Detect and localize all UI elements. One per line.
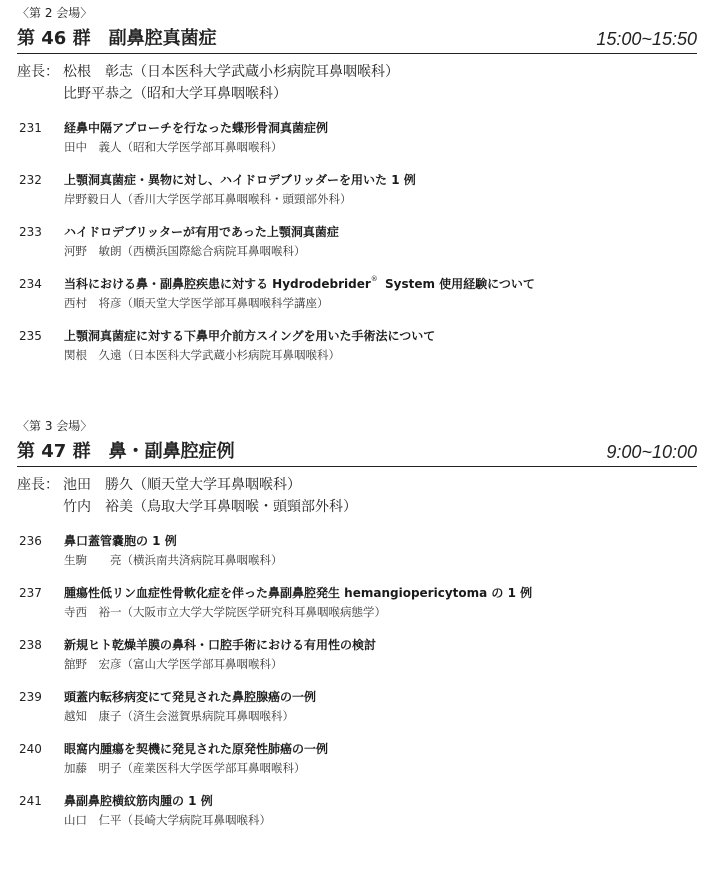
chairs (17, 61, 697, 105)
talk-author: 河野 敏朗（西横浜国際総合病院耳鼻咽喉科） (64, 244, 306, 258)
chair-line (17, 474, 697, 496)
talk-item (17, 688, 697, 740)
talk-number: 240 (19, 742, 42, 756)
talk-author: 越知 康子（済生会滋賀県病院耳鼻咽喉科） (64, 709, 294, 723)
talk-item (17, 636, 697, 688)
talk-author: 岸野毅日人（香川大学医学部耳鼻咽喉科・頭頸部外科） (64, 192, 352, 206)
talk-item (17, 532, 697, 584)
session-header (17, 27, 697, 54)
session-number: 第 46 群 (17, 28, 91, 49)
chair-label: 座長： (17, 477, 59, 493)
chair-line (17, 83, 697, 105)
talk-number: 233 (19, 225, 42, 239)
talk-number: 238 (19, 638, 42, 652)
talk-number: 237 (19, 586, 42, 600)
venue-label: 〈第 3 会場〉 (17, 419, 93, 433)
talk-title: 鼻口蓋管嚢胞の 1 例 (64, 534, 177, 548)
talk-author: 生駒 亮（横浜南共済病院耳鼻咽喉科） (64, 553, 283, 567)
talk-title: 眼窩内腫瘍を契機に発見された原発性肺癌の一例 (64, 742, 329, 756)
talk-item (17, 275, 697, 327)
session-header (17, 440, 697, 467)
talk-author: 加藤 明子（産業医科大学医学部耳鼻咽喉科） (64, 761, 306, 775)
talk-author: 田中 義人（昭和大学医学部耳鼻咽喉科） (64, 140, 283, 154)
session-47 (17, 418, 697, 844)
talk-title: 腫瘍性低リン血症性骨軟化症を伴った鼻副鼻腔発生 hemangiopericytoma の 1 例 (64, 586, 533, 600)
session-name: 鼻・副鼻腔症例 (108, 441, 235, 462)
talk-title: 頭蓋内転移病変にて発見された鼻腔腺癌の一例 (64, 690, 317, 704)
talk-number: 231 (19, 121, 42, 135)
talk-number: 234 (19, 277, 42, 291)
chair-name: 比野平恭之（昭和大学耳鼻咽喉科） (63, 86, 287, 102)
talk-number: 235 (19, 329, 42, 343)
talk-item (17, 740, 697, 792)
talk-title: 新規ヒト乾燥羊膜の鼻科・口腔手術における有用性の検討 (64, 638, 377, 652)
talk-title (64, 275, 535, 293)
session-46 (17, 5, 697, 379)
session-time: 15:00~15:50 (596, 29, 697, 49)
chair-line (17, 61, 697, 83)
chair-name: 池田 勝久（順天堂大学耳鼻咽喉科） (63, 477, 301, 493)
session-time: 9:00~10:00 (606, 442, 697, 462)
talk-title: 鼻副鼻腔横紋筋肉腫の 1 例 (64, 794, 213, 808)
talk-number: 241 (19, 794, 42, 808)
talk-item (17, 119, 697, 171)
session-title (17, 440, 235, 464)
talk-number: 236 (19, 534, 42, 548)
session-name: 副鼻腔真菌症 (108, 28, 217, 49)
talk-item (17, 171, 697, 223)
chair-line (17, 496, 697, 518)
talk-title: ハイドロデブリッターが有用であった上顎洞真菌症 (64, 225, 339, 239)
talk-item (17, 792, 697, 844)
talk-title: 上顎洞真菌症・異物に対し、ハイドロデブリッダーを用いた 1 例 (64, 173, 416, 187)
talk-title: 経鼻中隔アプローチを行なった蝶形骨洞真菌症例 (64, 121, 329, 135)
registered-mark: ® (370, 275, 378, 283)
talk-author: 西村 将彦（順天堂大学医学部耳鼻咽喉科学講座） (64, 296, 329, 310)
talk-item (17, 327, 697, 379)
session-title (17, 27, 217, 51)
chair-name: 松根 彰志（日本医科大学武蔵小杉病院耳鼻咽喉科） (63, 64, 399, 80)
talk-author: 関根 久遠（日本医科大学武蔵小杉病院耳鼻咽喉科） (64, 348, 340, 362)
venue-label: 〈第 2 会場〉 (17, 6, 93, 20)
talk-author: 舘野 宏彦（富山大学医学部耳鼻咽喉科） (64, 657, 283, 671)
chair-name: 竹内 裕美（鳥取大学耳鼻咽喉・頭頸部外科） (63, 499, 357, 515)
chairs (17, 474, 697, 518)
talk-list (17, 532, 697, 844)
talk-number: 232 (19, 173, 42, 187)
talk-number: 239 (19, 690, 42, 704)
talk-author: 寺西 裕一（大阪市立大学大学院医学研究科耳鼻咽喉病態学） (64, 605, 386, 619)
talk-title: 上顎洞真菌症に対する下鼻甲介前方スイングを用いた手術法について (64, 329, 436, 343)
talk-author: 山口 仁平（長崎大学病院耳鼻咽喉科） (64, 813, 271, 827)
session-number: 第 47 群 (17, 441, 91, 462)
talk-title-part: System 使用経験について (380, 277, 535, 291)
chair-label: 座長： (17, 64, 59, 80)
talk-list (17, 119, 697, 379)
talk-item (17, 584, 697, 636)
talk-item (17, 223, 697, 275)
talk-title-part: 当科における鼻・副鼻腔疾患に対する Hydrodebrider (64, 277, 371, 291)
